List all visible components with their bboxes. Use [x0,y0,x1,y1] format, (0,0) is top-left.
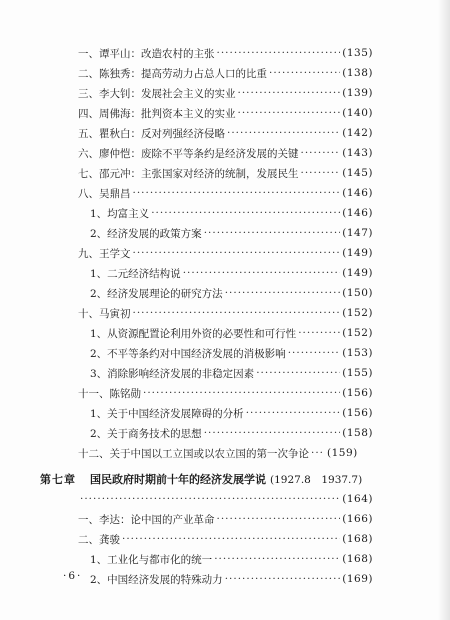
dot-leader [217,47,341,59]
chapter-page: (164) [342,493,373,505]
dot-leader [269,67,340,79]
toc-entry-page: (166) [342,513,373,525]
dot-leader [151,207,340,219]
toc-entry-page: (135) [342,47,373,59]
toc-entry[interactable] [0,104,450,122]
toc-entry-title: 九、王学文 [78,247,131,260]
toc-entry[interactable] [0,204,450,222]
toc-entry-title: 1、从资源配置论利用外资的必要性和可行性 [90,327,297,340]
toc-entry-title: 二、陈独秀：提高劳动力占总人口的比重 [78,67,267,80]
page-number: ·6· [63,570,83,582]
chapter-title: 国民政府时期前十年的经济发展学说 [90,473,266,486]
dot-leader [238,87,341,99]
toc-entry[interactable] [0,264,450,282]
toc-entry-title: 七、邵元冲：主张国家对经济的统制，发展民生 [78,167,299,180]
toc-entry-page: (150) [342,287,373,299]
toc-entry-title: 2、经济发展的政策方案 [90,227,202,240]
toc-entry-title: 2、经济发展理论的研究方法 [90,287,223,300]
toc-entry-page: (140) [342,107,373,119]
toc-entry-title: 十、马寅初 [78,307,131,320]
toc-entry[interactable] [0,44,450,62]
toc-entry-page: (156) [342,407,373,419]
toc-entry-page: (147) [342,227,373,239]
toc-entry-title: 八、吴鼎昌 [78,187,131,200]
toc-entry[interactable] [0,444,450,462]
toc-entry[interactable] [0,224,450,242]
dot-leader [133,307,341,319]
toc-entry[interactable] [0,550,450,568]
toc-entry-title: 1、关于中国经济发展障碍的分析 [90,407,244,420]
toc-entry[interactable] [0,84,450,102]
dot-leader [225,573,341,585]
toc-entry-title: 1、均富主义 [90,207,150,220]
toc-entry-page: (155) [342,367,373,379]
dot-leader [225,287,341,299]
dot-leader [143,387,340,399]
toc-entry-page: (153) [342,347,373,359]
toc-entry[interactable] [0,284,450,302]
toc-entry-page: (149) [342,267,373,279]
toc-entry-page: (158) [342,427,373,439]
toc-entry[interactable] [0,144,450,162]
toc-entry-title: 十一、陈铭勋 [78,387,141,400]
dot-leader [301,147,341,159]
toc-entry-page: (146) [342,207,373,219]
toc-entry-title: 1、二元经济结构说 [90,267,181,280]
toc-entry-page: (146) [342,187,373,199]
toc-entry-page: (138) [342,67,373,79]
toc-entry-title: 五、瞿秋白：反对列强经济侵略 [78,127,225,140]
toc-entry-page: (142) [342,127,373,139]
dot-leader [204,427,341,439]
dot-leader [122,533,340,545]
toc-entry-page: (145) [342,167,373,179]
toc-entry[interactable] [0,64,450,82]
toc-entry-title: 2、不平等条约对中国经济发展的消极影响 [90,347,286,360]
toc-entry-page: (149) [342,247,373,259]
toc-entry[interactable] [0,530,450,548]
toc-entry-title: 2、关于商务技术的思想 [90,427,202,440]
toc-entry-title: 一、谭平山：改造农村的主张 [78,47,215,60]
toc-entry-page: (156) [342,387,373,399]
dot-leader [256,367,340,379]
dot-leader [227,127,340,139]
toc-entry-page: (139) [342,87,373,99]
toc-entry[interactable] [0,244,450,262]
dot-leader [80,493,340,505]
dot-leader [204,227,341,239]
dot-leader [133,247,341,259]
toc-entry[interactable] [0,404,450,422]
toc-entry-title: 六、廖仲恺：废除不平等条约是经济发展的关键 [78,147,299,160]
dot-leader [217,513,341,525]
chapter-heading[interactable] [40,470,400,488]
toc-entry-title: 三、李大钊：发展社会主义的实业 [78,87,236,100]
toc-entry-page: (169) [342,573,373,585]
toc-entry[interactable] [0,424,450,442]
toc-entry-page: (143) [342,147,373,159]
dot-leader [301,167,341,179]
dot-leader [183,267,341,279]
toc-entry-page: (152) [342,307,373,319]
toc-entry-page: (168) [342,553,373,565]
toc-entry-page: (168) [342,533,373,545]
dot-leader [133,187,341,199]
chapter-page-line [0,490,450,508]
toc-entry[interactable] [0,384,450,402]
toc-entry-page: (159) [327,447,358,459]
toc-entry-title: 四、周佛海：批判资本主义的实业 [78,107,236,120]
dot-leader [238,107,341,119]
chapter-number: 第七章 [40,473,76,486]
dot-leader [298,327,340,339]
toc-entry-page: (152) [342,327,373,339]
chapter-date-range: (1927.8 1937.7) [270,473,363,486]
toc-entry[interactable] [0,364,450,382]
toc-entry-title: 1、工业化与都市化的统一 [90,553,213,566]
dot-leader [214,553,340,565]
dot-leader [246,407,341,419]
toc-entry[interactable] [0,184,450,202]
toc-entry[interactable] [0,304,450,322]
toc-entry[interactable] [0,344,450,362]
toc-entry[interactable] [0,324,450,342]
toc-entry-title: 一、李达：论中国的产业革命 [78,513,215,526]
toc-entry-title: 2、中国经济发展的特殊动力 [90,573,223,586]
toc-entry[interactable] [0,510,450,528]
dot-leader [288,347,341,359]
dot-leader [311,447,325,459]
toc-entry[interactable] [0,164,450,182]
toc-entry-title: 3、消除影响经济发展的非稳定因素 [90,367,255,380]
toc-entry-title: 二、龚骏 [78,533,120,546]
toc-entry[interactable] [0,124,450,142]
toc-entry-title: 十二、关于中国以工立国或以农立国的第一次争论 [78,447,309,460]
